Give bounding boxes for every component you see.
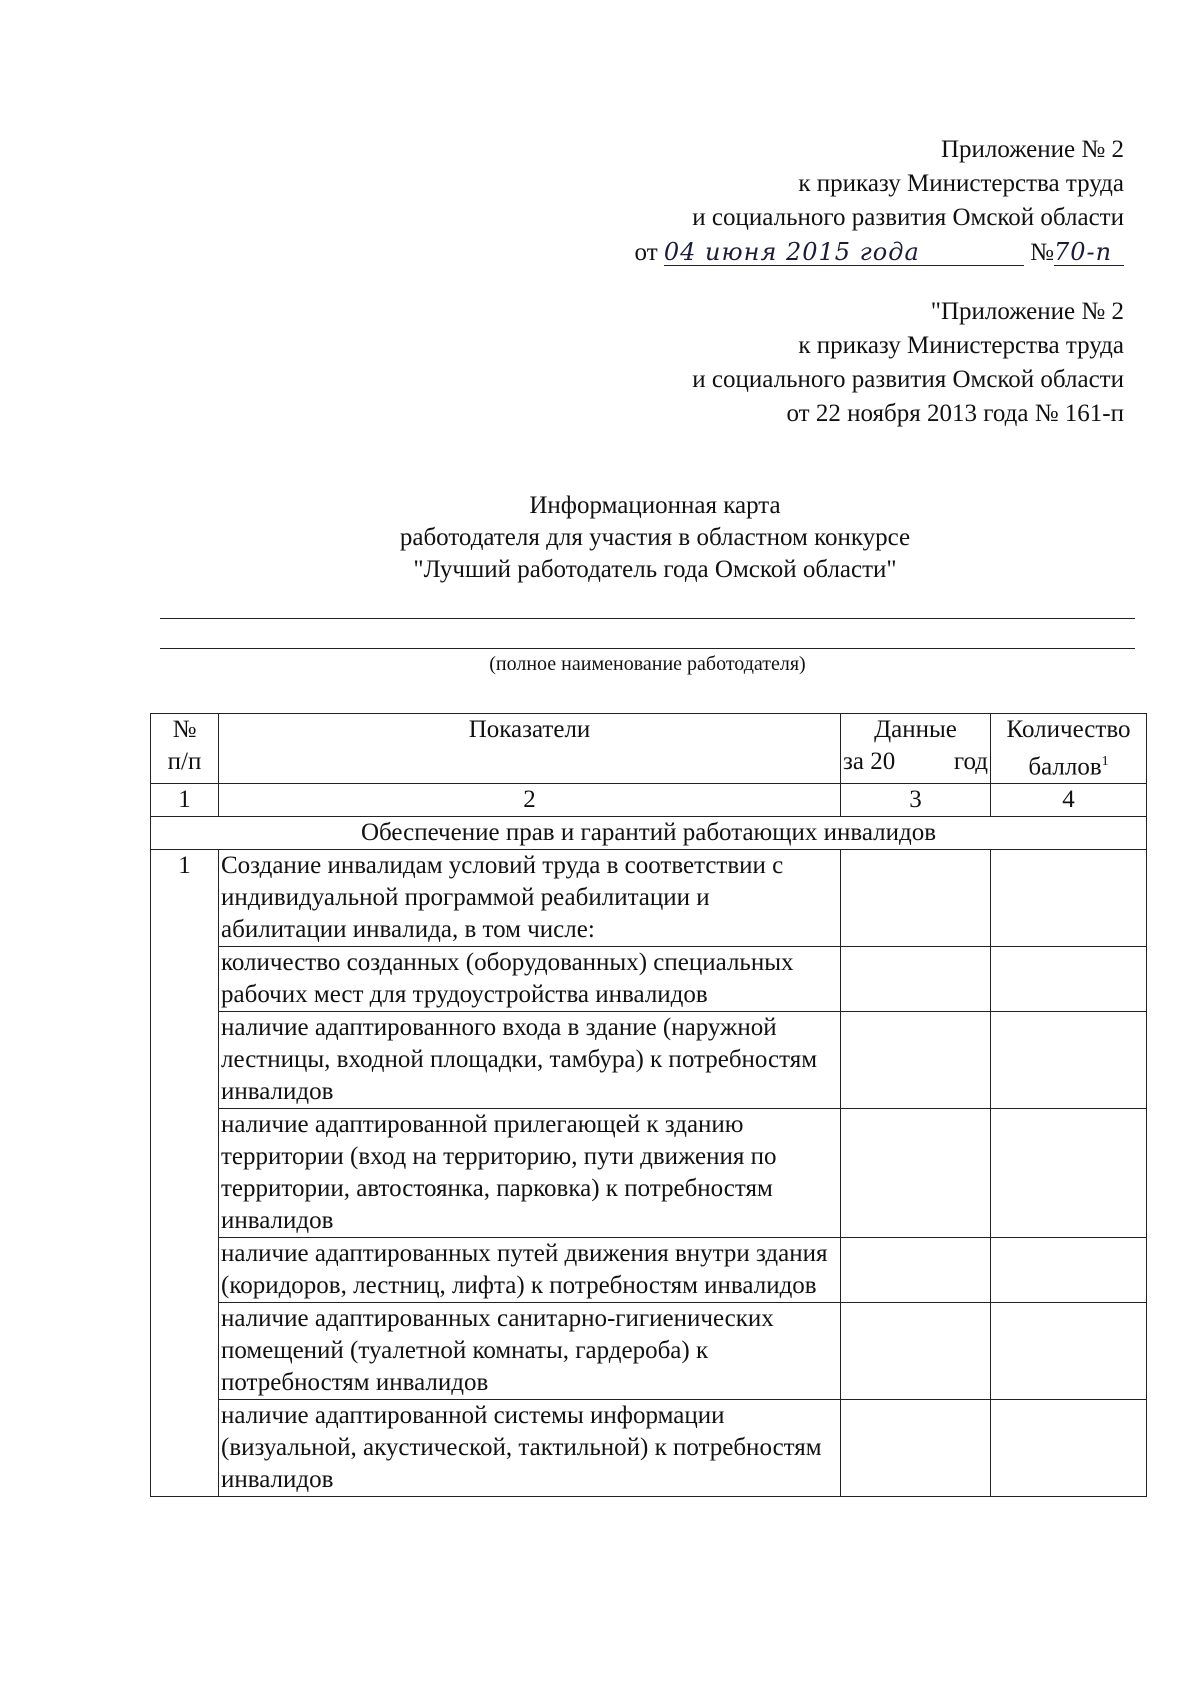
indicator-text: наличие адаптированных путей движения внутри здания (коридоров, лестниц, лифта) к потребностям инвалидов (219, 1238, 841, 1303)
employer-name-line-2 (160, 648, 1135, 649)
header-indicators: Показатели (219, 714, 841, 784)
appendix-header-new (635, 133, 1124, 270)
data-cell (841, 1303, 991, 1400)
handwritten-date-field (664, 235, 1024, 266)
points-cell (991, 850, 1147, 947)
employer-name-line-1 (160, 618, 1135, 619)
data-cell (841, 850, 991, 947)
data-cell (841, 1109, 991, 1238)
table-row (151, 850, 1147, 947)
date-prefix: от (634, 239, 658, 266)
table-row (151, 1109, 1147, 1238)
points-cell (991, 947, 1147, 1012)
col-number: 2 (219, 784, 841, 817)
table-row (151, 1400, 1147, 1497)
number-prefix: № (1030, 239, 1054, 266)
indicator-text: наличие адаптированной прилегающей к зданию территории (вход на территорию, пути движения по территории, автостоянка, парковка) к потребностям инвалидов (219, 1109, 841, 1238)
points-cell (991, 1303, 1147, 1400)
indicator-text: наличие адаптированных санитарно-гигиенических помещений (туалетной комнаты, гардероба) к потребностям инвалидов (219, 1303, 841, 1400)
col-number: 3 (841, 784, 991, 817)
points-cell (991, 1109, 1147, 1238)
section-row (151, 817, 1147, 850)
appendix-old-title: "Приложение № 2 (930, 298, 1124, 325)
footnote-marker: 1 (1101, 754, 1109, 769)
appendix-old-ministry-line: и социального развития Омской области (692, 366, 1124, 393)
header-num: № п/п (151, 714, 219, 784)
appendix-order-line: к приказу Министерства труда (798, 170, 1124, 197)
data-cell (841, 1400, 991, 1497)
data-cell (841, 947, 991, 1012)
appendix-date-line (635, 235, 1124, 270)
table-row (151, 947, 1147, 1012)
section-title: Обеспечение прав и гарантий работающих инвалидов (151, 817, 1147, 850)
table-row (151, 1238, 1147, 1303)
indicator-text: наличие адаптированной системы информации (визуальной, акустической, тактильной) к потребностям инвалидов (219, 1400, 841, 1497)
header-points: Количество баллов$^1$ (991, 714, 1147, 784)
header-data: Данные за 20 год (841, 714, 991, 784)
appendix-ministry-line: и социального развития Омской области (692, 204, 1124, 231)
employer-name-caption: (полное наименование работодателя) (489, 653, 806, 675)
data-cell (841, 1238, 991, 1303)
table-row (151, 1303, 1147, 1400)
table-header-row (151, 714, 1147, 784)
indicator-text: наличие адаптированного входа в здание (наружной лестницы, входной площадки, тамбура) к потребностям инвалидов (219, 1012, 841, 1109)
title-line-3: "Лучший работодатель года Омской области" (413, 556, 897, 583)
indicators-table (150, 713, 1147, 1497)
appendix-old-order-line: к приказу Министерства труда (798, 332, 1124, 359)
appendix-header-old (692, 295, 1124, 431)
data-cell (841, 1012, 991, 1109)
appendix-old-date-line: от 22 ноября 2013 года № 161-п (786, 400, 1124, 427)
handwritten-number-field (1054, 235, 1124, 266)
column-numbers-row (151, 784, 1147, 817)
col-number: 1 (151, 784, 219, 817)
points-cell (991, 1400, 1147, 1497)
handwritten-number: 70-п (1054, 238, 1113, 266)
handwritten-date: 04 июня 2015 года (663, 238, 920, 266)
col-number: 4 (991, 784, 1147, 817)
title-line-1: Информационная карта (529, 492, 781, 519)
indicator-text: количество созданных (оборудованных) специальных рабочих мест для трудоустройства инвалидов (219, 947, 841, 1012)
appendix-title: Приложение № 2 (940, 136, 1124, 163)
indicator-text: Создание инвалидам условий труда в соответствии с индивидуальной программой реабилитации и абилитации инвалида, в том числе: (219, 850, 841, 947)
points-cell (991, 1238, 1147, 1303)
row-number: 1 (151, 850, 219, 1497)
table-row (151, 1012, 1147, 1109)
title-line-2: работодателя для участия в областном конкурсе (399, 524, 911, 551)
points-cell (991, 1012, 1147, 1109)
document-title (160, 490, 1150, 586)
